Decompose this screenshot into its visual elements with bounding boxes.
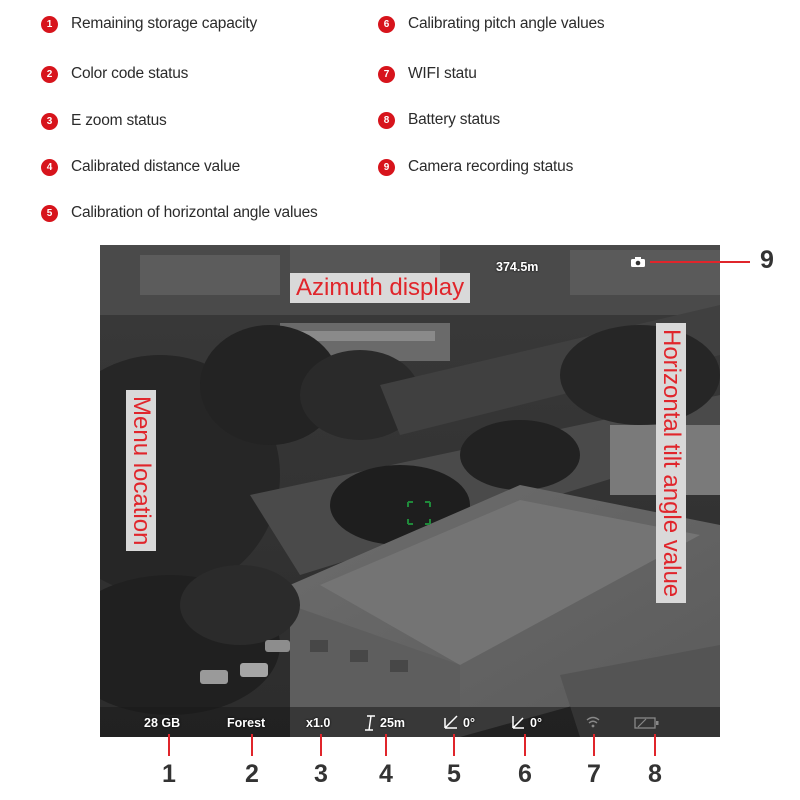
pitch-angle-icon bbox=[510, 714, 526, 730]
camera-icon bbox=[630, 255, 646, 267]
pointer-line-7 bbox=[593, 734, 595, 756]
pointer-line-2 bbox=[251, 734, 253, 756]
legend-label: Calibrating pitch angle values bbox=[408, 15, 605, 32]
legend-label: Calibration of horizontal angle values bbox=[71, 204, 318, 221]
storage-status: 28 GB bbox=[144, 716, 181, 730]
pointer-line-8 bbox=[654, 734, 656, 756]
pointer-line-1 bbox=[168, 734, 170, 756]
zoom-status: x1.0 bbox=[306, 716, 331, 730]
pointer-number-4: 4 bbox=[379, 760, 393, 788]
legend-label: Camera recording status bbox=[408, 158, 574, 175]
legend-item-2 bbox=[41, 62, 188, 86]
legend-label: Remaining storage capacity bbox=[71, 15, 258, 32]
legend-badge: 3 bbox=[41, 113, 58, 130]
legend-label: Color code status bbox=[71, 65, 189, 82]
legend-badge: 1 bbox=[41, 16, 58, 33]
pointer-number-1: 1 bbox=[162, 760, 176, 788]
legend-item-3 bbox=[41, 109, 167, 133]
legend-badge: 5 bbox=[41, 205, 58, 222]
legend-badge: 6 bbox=[378, 16, 395, 33]
pointer-number-2: 2 bbox=[245, 760, 259, 788]
legend-badge: 9 bbox=[378, 159, 395, 176]
legend-item-6 bbox=[378, 12, 604, 36]
legend bbox=[0, 0, 800, 230]
pointer-number-6: 6 bbox=[518, 760, 532, 788]
pointer-number-7: 7 bbox=[587, 760, 601, 788]
tilt-angle-callout: Horizontal tilt angle value bbox=[656, 323, 686, 603]
legend-label: Calibrated distance value bbox=[71, 158, 241, 175]
pointer-line-3 bbox=[320, 734, 322, 756]
legend-item-7 bbox=[378, 62, 477, 86]
battery-icon bbox=[634, 716, 660, 728]
legend-item-8 bbox=[378, 108, 500, 132]
wifi-icon bbox=[586, 715, 600, 729]
legend-item-9 bbox=[378, 155, 573, 179]
legend-label: WIFI statu bbox=[408, 65, 477, 82]
azimuth-value: 374.5m bbox=[496, 260, 539, 274]
legend-item-1 bbox=[41, 12, 257, 36]
pointer-number-9: 9 bbox=[760, 246, 774, 274]
legend-label: Battery status bbox=[408, 111, 500, 128]
menu-location-callout: Menu location bbox=[126, 390, 156, 551]
distance-status: 25m bbox=[380, 716, 406, 730]
legend-badge: 2 bbox=[41, 66, 58, 83]
pointer-line-4 bbox=[385, 734, 387, 756]
horizontal-angle-status: 0° bbox=[463, 716, 475, 730]
horizontal-angle-icon bbox=[443, 714, 459, 730]
pitch-angle-status: 0° bbox=[530, 716, 542, 730]
pointer-number-8: 8 bbox=[648, 760, 662, 788]
pointer-line-5 bbox=[453, 734, 455, 756]
legend-item-4 bbox=[41, 155, 240, 179]
color-mode-status: Forest bbox=[227, 716, 266, 730]
legend-badge: 7 bbox=[378, 66, 395, 83]
pointer-number-3: 3 bbox=[314, 760, 328, 788]
distance-icon bbox=[364, 715, 378, 731]
pointer-number-5: 5 bbox=[447, 760, 461, 788]
thermal-viewfinder bbox=[100, 245, 720, 737]
legend-item-5 bbox=[41, 201, 318, 225]
legend-badge: 4 bbox=[41, 159, 58, 176]
pointer-line-9 bbox=[650, 261, 750, 263]
pointer-line-6 bbox=[524, 734, 526, 756]
legend-badge: 8 bbox=[378, 112, 395, 129]
legend-label: E zoom status bbox=[71, 112, 167, 129]
azimuth-display-callout: Azimuth display bbox=[290, 273, 470, 303]
thermal-scene bbox=[100, 245, 720, 737]
